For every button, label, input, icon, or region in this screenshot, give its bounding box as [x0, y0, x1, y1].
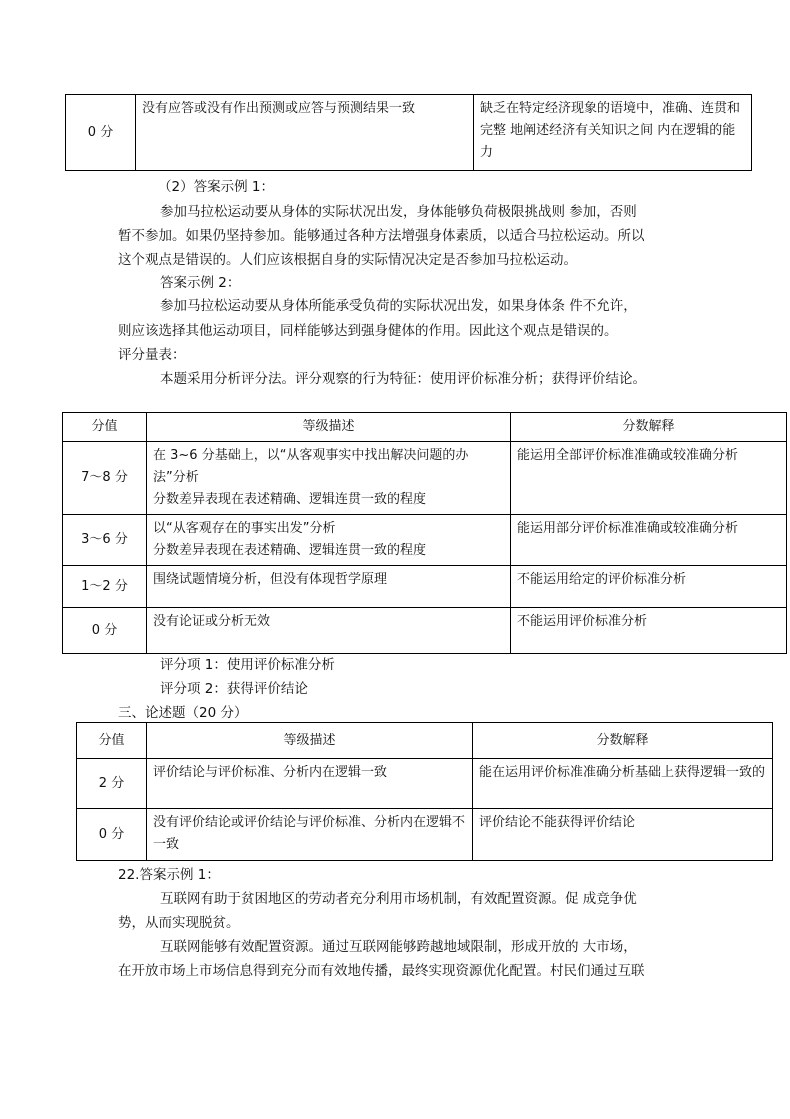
section-3-title: 三、论述题（20 分）: [118, 705, 248, 721]
score-cell: 0 分: [77, 809, 147, 861]
table-row: [77, 759, 773, 809]
score-explanation-cell: 缺乏在特定经济现象的语境中，准确、连贯和完整 地阐述经济有关知识之间 内在逻辑的能力: [474, 95, 752, 171]
score-cell: 7～8 分: [63, 442, 147, 515]
header-score: 分值: [63, 413, 147, 442]
header-score: 分值: [77, 723, 147, 759]
header-level-description: 等级描述: [147, 723, 473, 759]
table-row: [77, 809, 773, 861]
description-line: 围绕试题情境分析，但没有体现哲学原理: [153, 572, 388, 587]
scale-description: 本题采用分析评分法。评分观察的行为特征：使用评价标准分析；获得评价结论。: [160, 371, 646, 387]
table-row: [63, 566, 787, 608]
level-description-cell: [147, 566, 511, 608]
paragraph-line: 在开放市场上市场信息得到充分而有效地传播，最终实现资源优化配置。村民们通过互联: [118, 963, 645, 979]
score-explanation-cell: 不能运用给定的评价标准分析: [511, 566, 787, 608]
paragraph-line: 这个观点是错误的。人们应该根据自身的实际情况决定是否参加马拉松运动。: [118, 252, 577, 268]
paragraph-line: 互联网有助于贫困地区的劳动者充分利用市场机制，有效配置资源。促 成竞争优: [160, 891, 637, 907]
top-score-table: [65, 94, 752, 171]
paragraph-line: 互联网能够有效配置资源。通过互联网能够跨越地域限制，形成开放的 大市场，: [160, 939, 637, 955]
description-line: 在 3~6 分基础上，以“从客观事实中找出解决问题的办: [153, 448, 469, 463]
answer-example-2-heading: 答案示例 2：: [160, 275, 241, 291]
scoring-item-1: 评分项 1：使用评价标准分析: [160, 657, 335, 673]
score-explanation-cell: 不能运用评价标准分析: [511, 608, 787, 654]
description-line: 以“从客观存在的事实出发”分析: [153, 521, 336, 536]
header-score-explanation: 分数解释: [511, 413, 787, 442]
table-row: [66, 95, 752, 171]
paragraph-line: 暂不参加。如果仍坚持参加。能够通过各种方法增强身体素质，以适合马拉松运动。所以: [118, 228, 645, 244]
score-cell: 0 分: [63, 608, 147, 654]
table-row: [63, 442, 787, 515]
level-description-cell: 没有应答或没有作出预测或应答与预测结果一致: [136, 95, 474, 171]
analysis-scoring-table: [62, 412, 787, 654]
score-explanation-cell: 能运用部分评价标准准确或较准确分析: [511, 515, 787, 566]
level-description-cell: 评价结论与评价标准、分析内在逻辑一致: [147, 759, 473, 809]
score-cell: 0 分: [66, 95, 136, 171]
table-header-row: [63, 413, 787, 442]
score-cell: 1～2 分: [63, 566, 147, 608]
level-description-cell: [147, 608, 511, 654]
header-level-description: 等级描述: [147, 413, 511, 442]
score-explanation-cell: 评价结论不能获得评价结论: [473, 809, 773, 861]
score-cell: 3～6 分: [63, 515, 147, 566]
paragraph-line: 势，从而实现脱贫。: [118, 915, 240, 931]
score-explanation-cell: 能运用全部评价标准准确或较准确分析: [511, 442, 787, 515]
table-row: [63, 515, 787, 566]
level-description-cell: [147, 515, 511, 566]
paragraph-line: 则应该选择其他运动项目，同样能够达到强身健体的作用。因此这个观点是错误的。: [118, 323, 618, 339]
table-row: [63, 608, 787, 654]
description-line: 没有论证或分析无效: [153, 614, 271, 629]
score-cell: 2 分: [77, 759, 147, 809]
description-line: 分数差异表现在表述精确、逻辑连贯一致的程度: [153, 543, 427, 558]
table-header-row: [77, 723, 773, 759]
paragraph-line: 参加马拉松运动要从身体的实际状况出发，身体能够负荷极限挑战则 参加，否则: [160, 204, 637, 220]
description-line: 法”分析: [153, 470, 199, 485]
paragraph-line: 参加马拉松运动要从身体所能承受负荷的实际状况出发，如果身体条 件不允许，: [160, 298, 637, 314]
answer-22-heading: 22.答案示例 1：: [118, 867, 220, 883]
header-score-explanation: 分数解释: [473, 723, 773, 759]
answer-example-1-heading: （2）答案示例 1：: [158, 179, 274, 195]
score-explanation-cell: 能在运用评价标准准确分析基础上获得逻辑一致的: [473, 759, 773, 809]
level-description-cell: [147, 442, 511, 515]
description-line: 分数差异表现在表述精确、逻辑连贯一致的程度: [153, 492, 427, 507]
scale-heading: 评分量表：: [118, 347, 186, 363]
scoring-item-2: 评分项 2：获得评价结论: [160, 681, 308, 697]
essay-scoring-table: [76, 722, 773, 861]
level-description-cell: 没有评价结论或评价结论与评价标准、分析内在逻辑不一致: [147, 809, 473, 861]
